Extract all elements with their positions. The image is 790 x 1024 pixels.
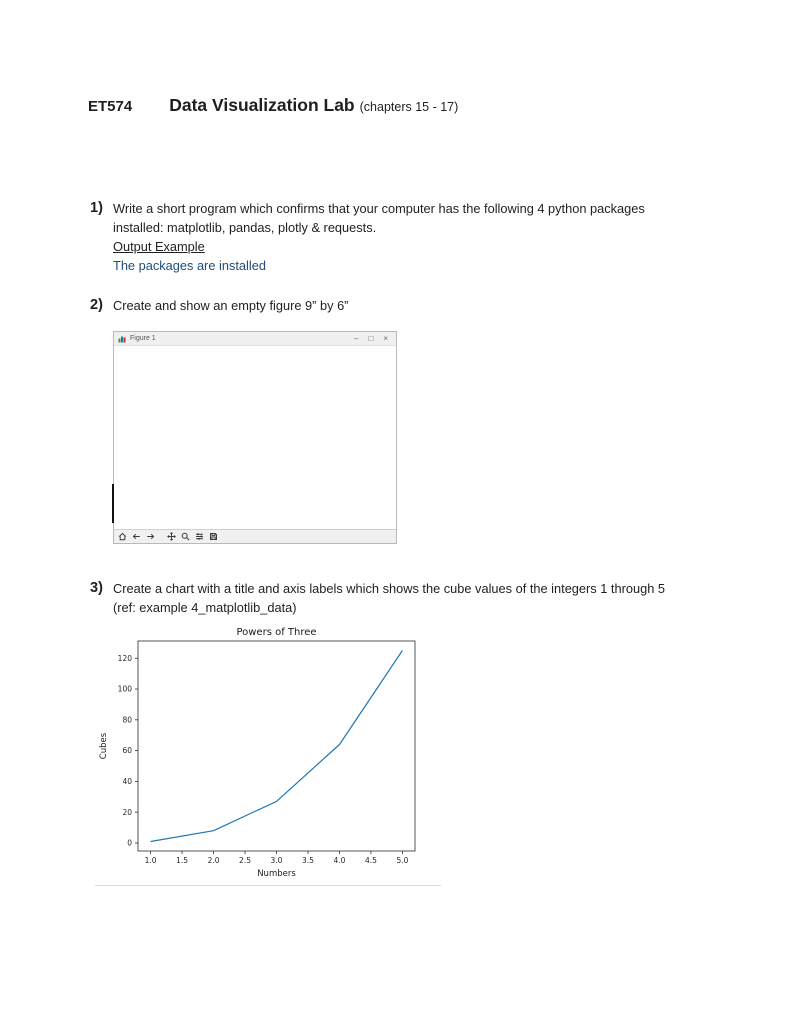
doc-header bbox=[88, 95, 458, 116]
svg-text:2.0: 2.0 bbox=[207, 856, 220, 865]
text-cursor-artifact bbox=[112, 484, 114, 523]
question-3-text: Create a chart with a title and axis labels which shows the cube values of the integers 1 through 5 (ref: example 4_matplotlib_data) bbox=[113, 581, 666, 615]
svg-text:0: 0 bbox=[127, 838, 132, 848]
svg-text:4.5: 4.5 bbox=[364, 856, 377, 865]
matplotlib-logo-icon bbox=[118, 335, 126, 343]
chapters-subtitle: (chapters 15 - 17) bbox=[359, 100, 459, 114]
close-icon: × bbox=[383, 334, 388, 343]
question-1 bbox=[90, 199, 683, 275]
back-icon bbox=[131, 532, 141, 542]
figure-window-titlebar bbox=[114, 332, 396, 346]
subplots-icon bbox=[194, 532, 204, 542]
output-example-label: Output Example bbox=[113, 239, 205, 254]
save-icon bbox=[208, 532, 218, 542]
cube-chart-figure bbox=[95, 624, 441, 886]
question-1-number: 1) bbox=[90, 200, 103, 216]
cube-chart-svg bbox=[95, 624, 441, 884]
figure-window-controls bbox=[354, 334, 392, 343]
home-icon bbox=[117, 532, 127, 542]
question-3 bbox=[90, 579, 683, 617]
svg-text:2.5: 2.5 bbox=[239, 856, 251, 865]
forward-icon bbox=[145, 532, 155, 542]
question-1-text: Write a short program which confirms that your computer has the following 4 python packages installed: matplotlib, pandas, plotly & requests. bbox=[113, 201, 645, 235]
svg-text:Cubes: Cubes bbox=[99, 732, 109, 760]
svg-text:5.0: 5.0 bbox=[396, 856, 409, 865]
question-2-number: 2) bbox=[90, 297, 103, 313]
svg-text:Numbers: Numbers bbox=[257, 869, 296, 879]
svg-text:3.0: 3.0 bbox=[270, 856, 283, 865]
svg-text:60: 60 bbox=[122, 746, 132, 756]
figure-window-title: Figure 1 bbox=[130, 335, 156, 342]
svg-text:40: 40 bbox=[122, 777, 132, 787]
svg-text:4.0: 4.0 bbox=[333, 856, 346, 865]
svg-text:3.5: 3.5 bbox=[302, 856, 314, 865]
maximize-icon: □ bbox=[368, 334, 374, 343]
empty-figure-canvas bbox=[114, 346, 396, 529]
question-3-number: 3) bbox=[90, 580, 103, 596]
svg-text:1.5: 1.5 bbox=[176, 856, 189, 865]
figure-toolbar bbox=[114, 529, 396, 543]
zoom-icon bbox=[180, 532, 190, 542]
svg-text:Powers of Three: Powers of Three bbox=[236, 627, 317, 638]
output-example-value: The packages are installed bbox=[113, 258, 266, 273]
matplotlib-figure-window bbox=[113, 331, 397, 544]
pan-icon bbox=[166, 532, 176, 542]
svg-text:1.0: 1.0 bbox=[144, 856, 157, 865]
question-2 bbox=[90, 296, 683, 315]
minimize-icon: – bbox=[354, 334, 359, 343]
svg-text:80: 80 bbox=[122, 715, 132, 725]
page-title: Data Visualization Lab bbox=[169, 95, 355, 115]
course-code: ET574 bbox=[88, 98, 133, 115]
svg-text:100: 100 bbox=[117, 684, 132, 694]
question-2-text: Create and show an empty figure 9” by 6” bbox=[113, 298, 349, 313]
svg-text:20: 20 bbox=[122, 807, 132, 817]
svg-text:120: 120 bbox=[117, 653, 132, 663]
